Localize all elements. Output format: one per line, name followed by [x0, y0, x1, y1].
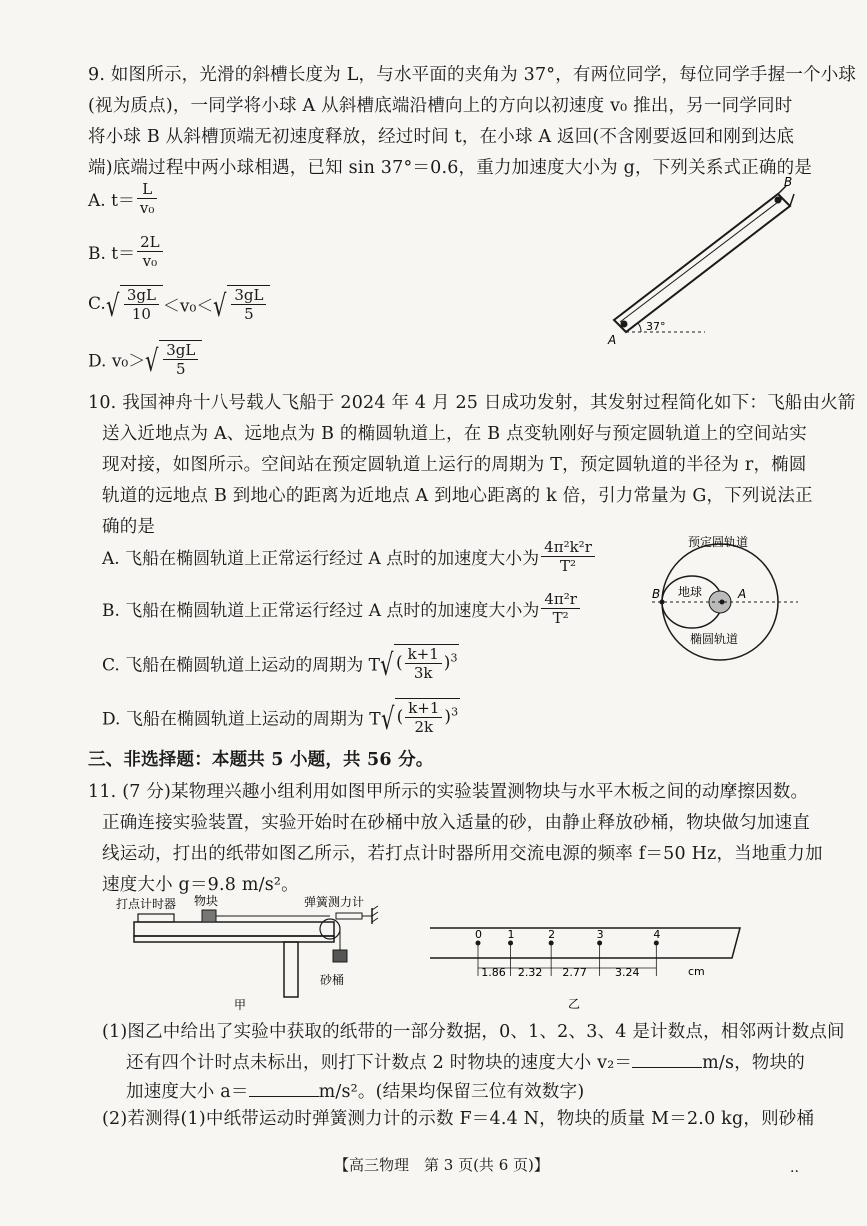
- q11-apparatus-figure: [110, 892, 390, 1014]
- q10-option-a: A. 飞船在椭圆轨道上正常运行经过 A 点时的加速度大小为 $\frac{\text{4π²k²r}}{\text{T²}}$: [102, 538, 597, 575]
- q11-text-line-1: 11. (7 分)某物理兴趣小组利用如图甲所示的实验装置测物块与水平木板之间的动摩擦因数。: [88, 782, 809, 802]
- label-a: A: [738, 587, 747, 601]
- tape-point-label-3: 3: [596, 928, 604, 941]
- tape-distance-label-3: 3.24: [614, 966, 640, 979]
- timer: [138, 914, 174, 922]
- fig-yi-caption: 乙: [568, 997, 581, 1011]
- q11-sub1-line-3: 加速度大小 a＝ m/s²。(结果均保留三位有效数字): [126, 1078, 584, 1104]
- label-b: B: [652, 587, 661, 601]
- q10-option-b: B. 飞船在椭圆轨道上正常运行经过 A 点时的加速度大小为 $\frac{\text{4π²r}}{\text{T²}}$: [102, 590, 582, 627]
- v2-blank[interactable]: [632, 1049, 702, 1068]
- tape-distance-label-2: 2.77: [562, 966, 587, 979]
- earth-label: 地球: [678, 585, 703, 599]
- q11-tape-figure: [426, 922, 751, 1012]
- incline-slot-inner: [620, 199, 782, 322]
- q11-sub2-line-1: (2)若测得(1)中纸带运动时弹簧测力计的示数 F＝4.4 N，物块的质量 M＝2.0 kg，则砂桶: [102, 1109, 815, 1129]
- q11-sub1-line-2: 还有四个计时点未标出，则打下计数点 2 时物块的速度大小 v₂＝ m/s，物块的: [126, 1049, 805, 1075]
- tape-point-label-2: 2: [548, 928, 556, 941]
- fig-jia-caption: 甲: [234, 998, 247, 1012]
- table-top: [134, 936, 334, 942]
- spring-label: 弹簧测力计: [304, 895, 365, 909]
- q9-text-line-3: 将小球 B 从斜槽顶端无初速度释放，经过时间 t，在小球 A 返回(不含刚要返回和刚到达底: [88, 127, 795, 147]
- table-leg: [284, 942, 298, 997]
- spring-scale: [336, 913, 362, 919]
- q9-text-line-1: 9. 如图所示，光滑的斜槽长度为 L，与水平面的夹角为 37°，有两位同学，每位同学手握一个小球: [88, 65, 857, 85]
- block: [202, 910, 216, 922]
- q10-text-line-2: 送入近地点为 A、远地点为 B 的椭圆轨道上，在 B 点变轨刚好与预定圆轨道上的空间站实: [102, 424, 807, 444]
- sand-bucket: [333, 950, 347, 962]
- label-a: A: [608, 333, 617, 347]
- q11-text-line-3: 线运动，打出的纸带如图乙所示，若打点计时器所用交流电源的频率 f＝50 Hz，当地重力加: [102, 844, 823, 864]
- tape-point-label-1: 1: [507, 928, 515, 941]
- tape-point-label-4: 4: [653, 928, 661, 941]
- q9-text-line-2: (视为质点)，一同学将小球 A 从斜槽底端沿槽向上的方向以初速度 v₀ 推出，另一同学同时: [88, 96, 793, 116]
- q10-option-c: C. 飞船在椭圆轨道上运动的周期为 T√ ( $\frac{k+1}{3k}$ )$^3$: [102, 644, 459, 682]
- unit-label: cm: [688, 965, 705, 978]
- point-a: [720, 600, 725, 605]
- angle-label: 37°: [646, 320, 666, 333]
- ball-b: [775, 197, 782, 204]
- q10-text-line-4: 轨道的远地点 B 到地心的距离为近地点 A 到地心距离的 k 倍，引力常量为 G，下列说法正: [102, 486, 813, 506]
- q11-text-line-2: 正确连接实验装置，实验开始时在砂桶中放入适量的砂，由静止释放砂桶，物块做匀加速直: [102, 813, 810, 833]
- timer-label: 打点计时器: [116, 897, 177, 911]
- bucket-label: 砂桶: [320, 973, 345, 987]
- tape-distance-label-1: 2.32: [517, 966, 543, 979]
- label-b: B: [784, 175, 793, 189]
- q11-sub1-line-1: (1)图乙中给出了实验中获取的纸带的一部分数据，0、1、2、3、4 是计数点，相邻两计数点间: [102, 1022, 845, 1042]
- q9-option-d: D. v₀＞ √ $\frac{3gL}{5}$: [88, 340, 202, 378]
- q10-orbit-figure: [646, 530, 806, 680]
- q10-text-line-3: 现对接，如图所示。空间站在预定圆轨道上运行的周期为 T，预定圆轨道的半径为 r，椭圆: [102, 455, 807, 475]
- page-footer: 【高三物理 第 3 页(共 6 页)】: [334, 1156, 549, 1174]
- footer-mark: ..: [790, 1160, 799, 1176]
- section-3-heading: 三、非选择题：本题共 5 小题，共 56 分。: [88, 750, 434, 770]
- q10-text-line-5: 确的是: [102, 517, 156, 537]
- tape-point-label-0: 0: [475, 928, 482, 941]
- q9-text-line-4: 端)底端过程中两小球相遇，已知 sin 37°＝0.6，重力加速度大小为 g，下列关系式正确的是: [88, 158, 813, 178]
- block-label: 物块: [194, 894, 219, 908]
- incline-slot-outer: [614, 194, 790, 332]
- q9-option-a: A. t＝ $\frac{L}{\text{v₀}}$: [88, 180, 159, 217]
- point-b: [660, 600, 665, 605]
- board: [134, 922, 334, 936]
- q9-option-c: C. √ $\frac{3gL}{10}$ ＜v₀＜ √ $\frac{3gL}{5}$: [88, 285, 270, 323]
- q9-option-b: B. t＝ $\frac{2L}{\text{v₀}}$: [88, 233, 165, 270]
- circle-orbit-label: 预定圆轨道: [688, 535, 749, 549]
- ball-a: [621, 321, 628, 328]
- q11-text-line-4: 速度大小 g＝9.8 m/s²。: [102, 875, 299, 895]
- q9-incline-figure: [600, 172, 810, 350]
- q10-text-line-1: 10. 我国神舟十八号载人飞船于 2024 年 4 月 25 日成功发射，其发射过程简化如下：飞船由火箭: [88, 393, 856, 413]
- tape-distance-label-0: 1.86: [481, 966, 506, 979]
- a-blank[interactable]: [249, 1078, 319, 1097]
- ellipse-orbit-label: 椭圆轨道: [690, 632, 739, 646]
- q10-option-d: D. 飞船在椭圆轨道上运动的周期为 T√ ( $\frac{k+1}{2k}$ )$^3$: [102, 698, 460, 736]
